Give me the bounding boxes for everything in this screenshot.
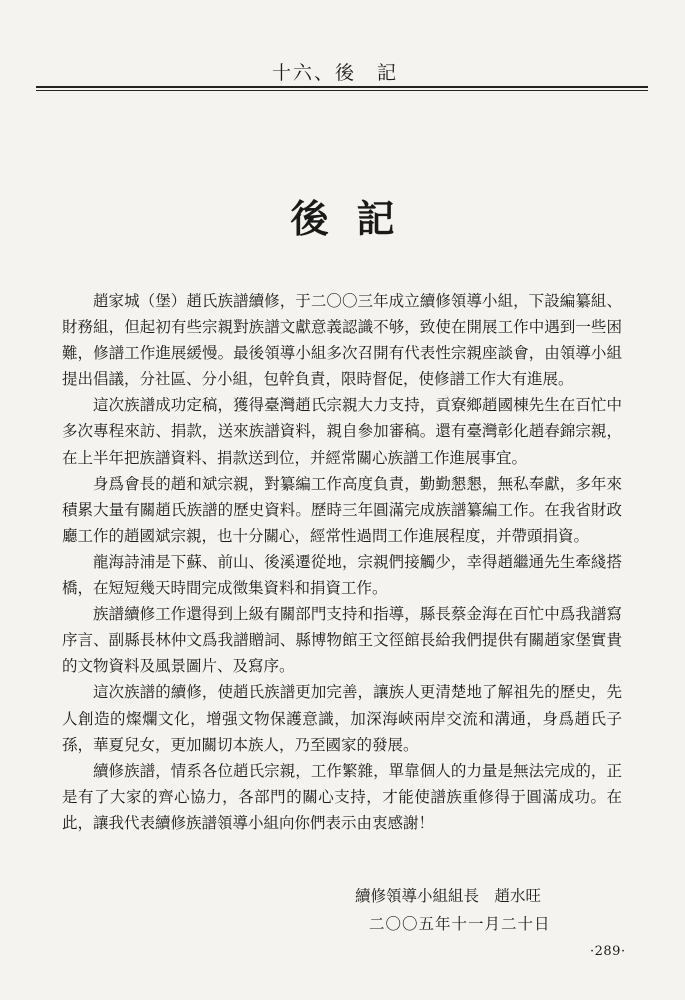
paragraph-5: 族譜續修工作還得到上級有關部門支持和指導，縣長蔡金海在百忙中爲我譜寫序言、副縣長林仲文爲我譜贈詞、縣博物館王文徑館長給我們提供有關趙家堡實貴的文物資料及風景圖片、及寫序。 [62,605,622,676]
paragraph-2: 這次族譜成功定稿，獲得臺灣趙氏宗親大力支持，貢寮鄉趙國棟先生在百忙中多次專程來訪、捐款，送來族譜資料，親自參加審稿。還有臺灣彰化趙春錦宗親，在上半年把族譜資料、捐款送到位，并經常關心族譜工作進展事宜。 [62,396,622,467]
running-header: 十六、後 記 [271,62,398,84]
signature-role-name: 續修領導小組組長 趙水旺 [355,887,542,905]
header-rule [36,86,648,91]
paragraph-6: 這次族譜的續修，使趙氏族譜更加完善，讓族人更清楚地了解祖先的歷史，先人創造的燦爛文化，增强文物保護意識，加深海峽兩岸交流和溝通，身爲趙氏子孫，華夏兒女，更加關切本族人，乃至國家的發展。 [62,683,622,754]
body-text [62,288,622,836]
page-number: ·289· [590,944,626,959]
paragraph-7: 續修族譜，情系各位趙氏宗親，工作繁雜，單靠個人的力量是無法完成的，正是有了大家的齊心協力，各部門的關心支持，才能使譜族重修得于圓滿成功。在此，讓我代表續修族譜領導小組向你們表示由衷感謝！ [62,761,622,832]
signature-date: 二〇〇五年十一月二十日 [369,915,551,933]
paragraph-4: 龍海詩浦是下蘇、前山、後溪遷從地，宗親們接觸少，幸得趙繼通先生牽綫搭橋，在短短幾天時間完成徵集資料和捐資工作。 [62,552,622,598]
paragraph-1: 趙家城（堡）趙氏族譜續修，于二〇〇三年成立續修領導小組，下設編纂組、財務組，但起初有些宗親對族譜文獻意義認識不够，致使在開展工作中遇到一些困難，修譜工作進展緩慢。最後領導小組多次召開有代表性宗親座談會，由領導小組提出倡議，分社區、分小組，包幹負責，限時督促，使修譜工作大有進展。 [62,292,622,389]
page-title: 後記 [290,196,423,241]
signature-block [355,882,625,938]
paragraph-3: 身爲會長的趙和斌宗親，對纂編工作高度負責，勤勤懇懇，無私奉獻，多年來積累大量有關趙氏族譜的歷史資料。歷時三年圓滿完成族譜纂編工作。在我省財政廳工作的趙國斌宗親，也十分關心，經常性過問工作進展程度，并帶頭捐資。 [62,474,622,545]
